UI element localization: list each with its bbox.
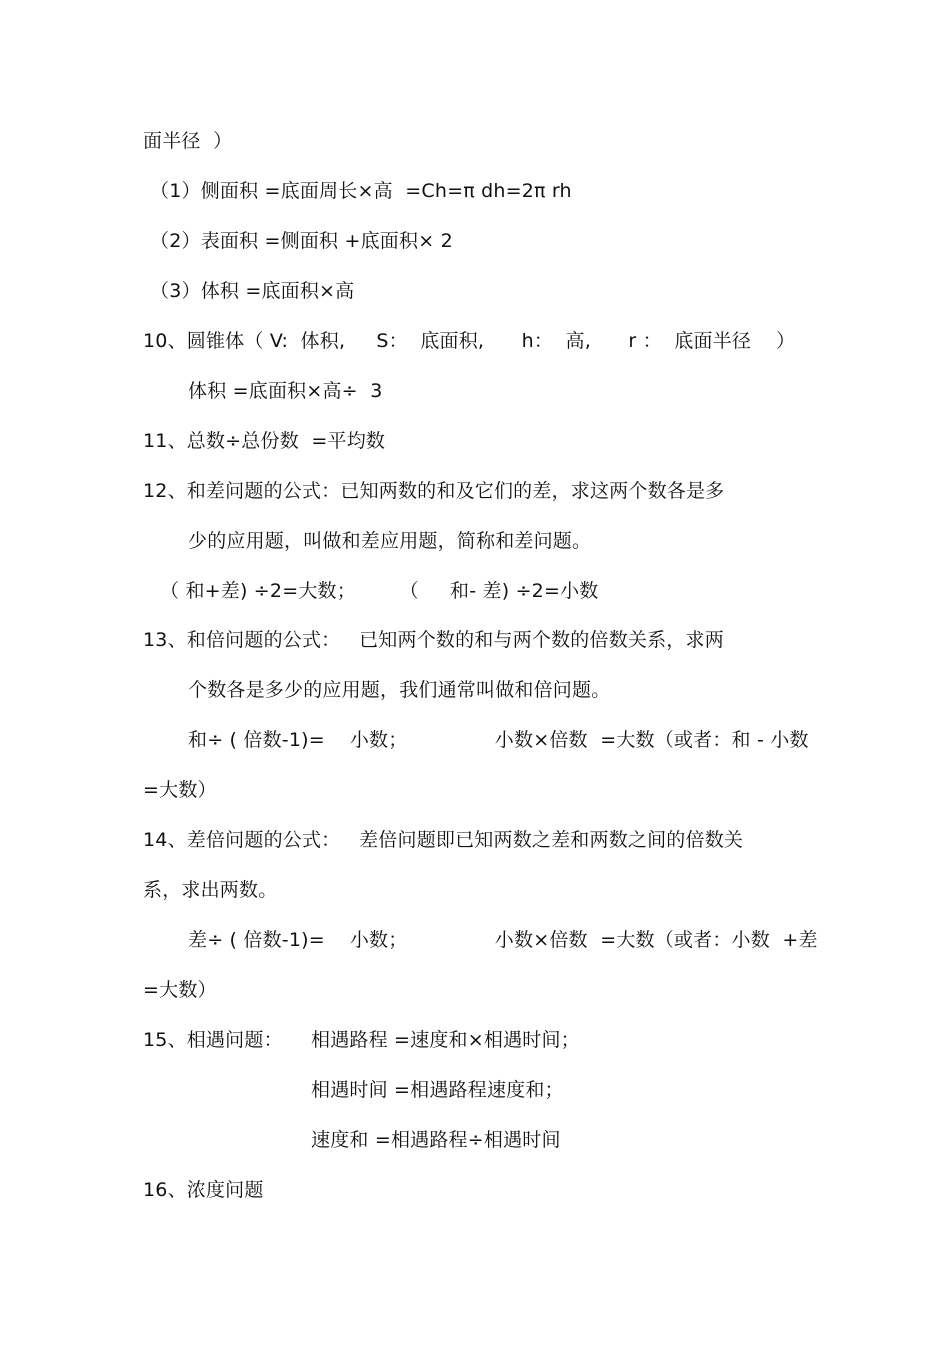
- text-line: （2）表面积 =侧面积 +底面积× 2: [150, 230, 453, 252]
- text-line: （ 和+差) ÷2=大数； （ 和- 差) ÷2=小数: [160, 580, 599, 602]
- text-line: 相遇路程 =速度和×相遇时间；: [311, 1029, 580, 1051]
- text-line: 个数各是多少的应用题，我们通常叫做和倍问题。: [188, 679, 611, 701]
- text-line: 11、总数÷总份数 =平均数: [143, 430, 386, 452]
- text-line: 差÷ ( 倍数-1)= 小数； 小数×倍数 =大数（或者：小数 +差: [188, 929, 818, 951]
- text-line: （3）体积 =底面积×高: [150, 280, 355, 302]
- text-line: 12、和差问题的公式：已知两数的和及它们的差，求这两个数各是多: [143, 480, 725, 502]
- text-line: 系，求出两数。: [143, 879, 278, 901]
- text-line: 相遇时间 =相遇路程速度和；: [311, 1079, 564, 1101]
- text-line: 速度和 =相遇路程÷相遇时间: [311, 1129, 561, 1151]
- text-line: 14、差倍问题的公式： 差倍问题即已知两数之差和两数之间的倍数关: [143, 829, 744, 851]
- text-line: =大数）: [143, 979, 217, 1001]
- text-line: 面半径 ）: [143, 130, 233, 152]
- text-line: 少的应用题，叫做和差应用题，简称和差问题。: [188, 530, 592, 552]
- text-line: 15、相遇问题：: [143, 1029, 283, 1051]
- text-line: =大数）: [143, 779, 217, 801]
- text-line: 13、和倍问题的公式： 已知两个数的和与两个数的倍数关系，求两: [143, 629, 724, 651]
- text-line: （1）侧面积 =底面周长×高 =Ch=π dh=2π rh: [150, 180, 572, 202]
- text-line: 16、浓度问题: [143, 1179, 264, 1201]
- text-line: 和÷ ( 倍数-1)= 小数； 小数×倍数 =大数（或者：和 - 小数: [188, 729, 809, 751]
- text-line: 10、圆锥体（ V: 体积, S： 底面积, h： 高, r ： 底面半径 ）: [143, 330, 796, 352]
- text-line: 体积 =底面积×高÷ 3: [188, 380, 383, 402]
